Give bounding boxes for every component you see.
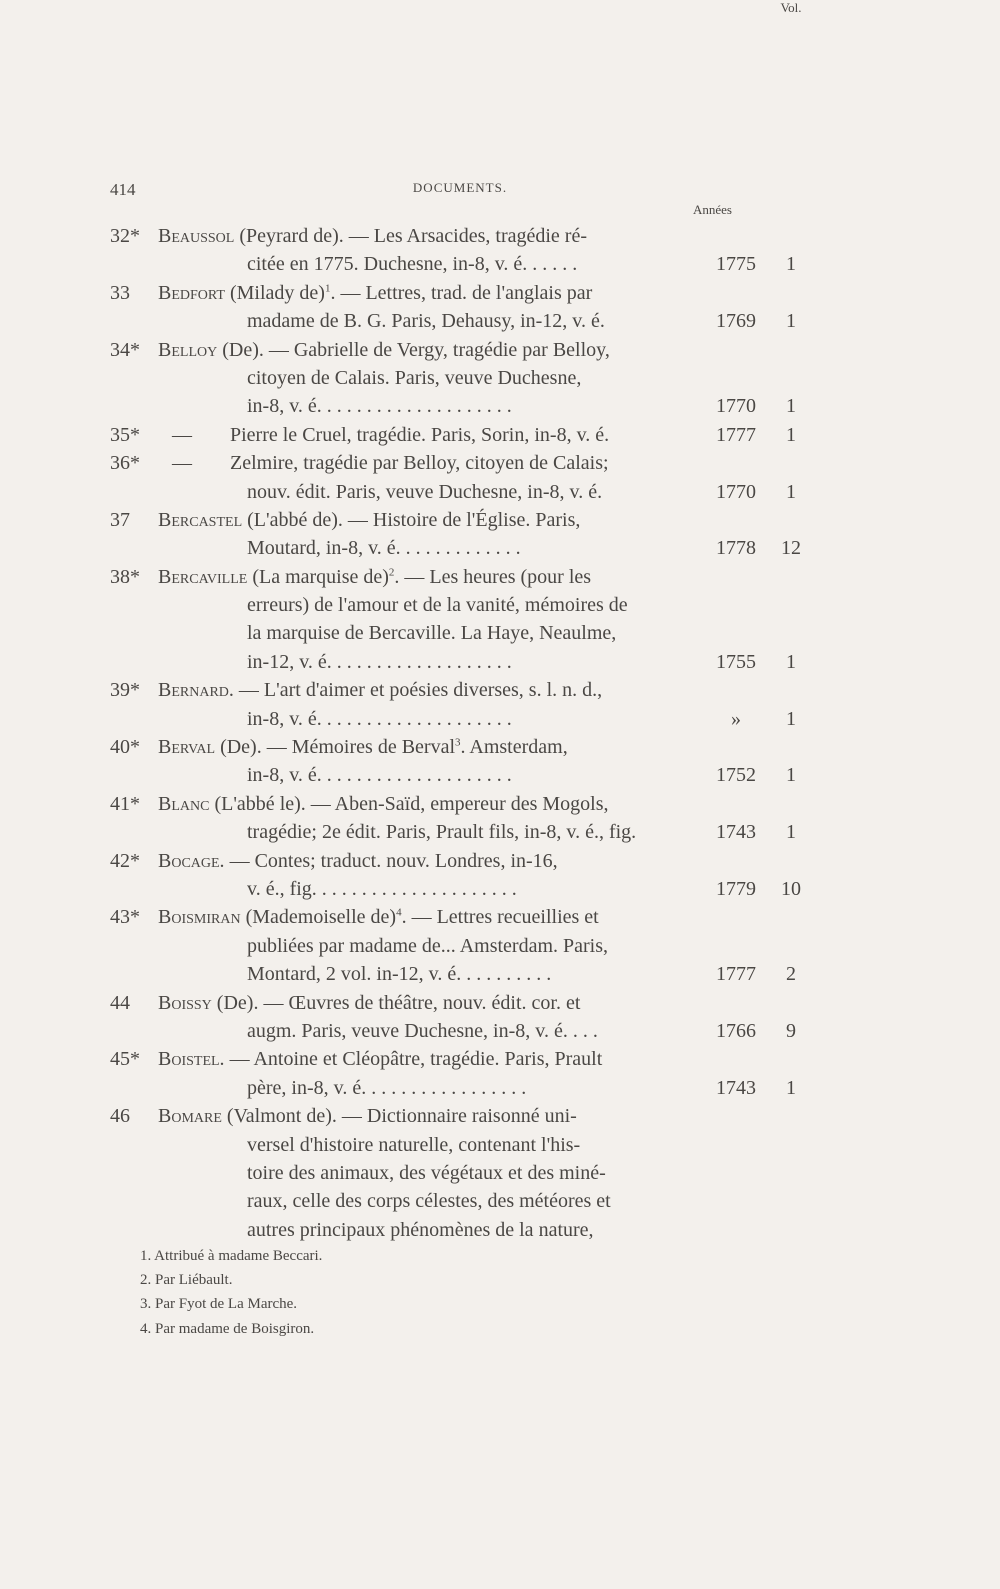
entry-text [247,1074,526,1102]
catalogue-line [110,506,820,534]
catalogue-line [110,1074,820,1102]
year-value: 1752 [716,764,756,787]
footnote: 1. Attribué à madame Beccari. [140,1248,323,1264]
entry-number: 36* [110,452,140,475]
entry-body: in-8, v. é. . . . . . . . . . . . . . . . . . . . [247,395,512,418]
volume-count: 1 [786,310,796,333]
entry-number: 39* [110,679,140,702]
entry-text [158,790,609,818]
entry-body: Moutard, in-8, v. é. . . . . . . . . . . . . [247,537,521,560]
author-name: Bercaville [158,565,248,588]
entry-text [247,1159,606,1187]
author-name: Berval [158,736,216,759]
year-value: 1775 [716,253,756,276]
catalogue-line [110,733,820,761]
entry-text [158,336,610,364]
entry-body: in-12, v. é. . . . . . . . . . . . . . . . . . . [247,650,512,673]
entry-body: (De). — Gabrielle de Vergy, tragédie par Belloy, [222,338,610,361]
entry-text [158,733,568,761]
catalogue-line [110,761,820,789]
entry-number: 41* [110,792,140,815]
author-name: Bernard. [158,679,234,702]
catalogue-line [110,960,820,988]
catalogue-line [110,903,820,931]
entry-text [247,818,636,846]
entry-text [158,1045,602,1073]
author-name: Beaussol [158,225,235,247]
entry-body: citée en 1775. Duchesne, in-8, v. é. . . . . . [247,253,578,276]
entry-text [158,1102,577,1130]
entry-text [247,705,512,733]
year-value: 1766 [716,1019,756,1042]
volume-count: 10 [781,877,801,900]
entry-text [230,421,609,449]
author-name: Belloy [158,338,218,361]
column-header-volumes: Vol. [780,0,802,15]
entry-text [158,222,587,250]
entry-body: citoyen de Calais. Paris, veuve Duchesne, [247,366,582,389]
entry-text [158,847,558,875]
entry-body: — Contes; traduct. nouv. Londres, in-16, [229,849,558,872]
entry-body: toire des animaux, des végétaux et des miné- [247,1161,606,1184]
entry-text [158,563,591,591]
entry-text [247,960,551,988]
entry-text [247,1216,594,1244]
entry-body: — Antoine et Cléopâtre, tragédie. Paris, Prault [229,1048,603,1071]
entry-text [247,1017,598,1045]
entry-number: 34* [110,338,140,361]
footnote-mark: 1 [324,282,331,295]
entry-text [247,478,602,506]
entry-number: 44 [110,991,130,1014]
volume-count: 9 [786,1019,796,1042]
author-name: Boismiran [158,906,241,929]
year-value: 1743 [716,1076,756,1099]
entry-text [158,279,592,307]
catalogue-line [110,222,820,250]
entry-text [247,392,512,420]
catalogue-line [110,1216,820,1244]
catalogue-line [110,619,820,647]
entry-text [247,250,577,278]
catalogue-line [110,989,820,1017]
entry-text [158,676,602,704]
entry-body: (Valmont de). — Dictionnaire raisonné uni- [226,1105,577,1128]
year-value: 1755 [716,650,756,673]
year-value: 1777 [716,423,756,446]
year-value: 1743 [716,821,756,844]
footnote: 3. Par Fyot de La Marche. [140,1296,298,1313]
entry-body-cont: . Amsterdam, [460,736,568,759]
entry-body: tragédie; 2e édit. Paris, Prault fils, in-8, v. é., fig. [247,821,637,844]
page-number: 414 [110,180,136,199]
catalogue-line [110,336,820,364]
volume-count: 1 [786,480,796,503]
entry-body-cont: . — Lettres recueillies et [401,906,599,929]
entry-body: raux, celle des corps célestes, des météores et [247,1190,611,1213]
catalogue-line [110,591,820,619]
entry-body: madame de B. G. Paris, Dehausy, in-12, v. é. [247,310,605,333]
entry-body: la marquise de Bercaville. La Haye, Neaulme, [247,622,617,645]
catalogue-line [110,705,820,733]
entry-text [158,506,580,534]
catalogue-line [110,875,820,903]
entry-text [247,1131,580,1159]
catalogue-line [110,307,820,335]
entry-body: autres principaux phénomènes de la nature, [247,1218,594,1241]
year-value: » [731,707,741,730]
catalogue-line [110,364,820,392]
year-value: 1779 [716,877,756,900]
year-value: 1777 [716,963,756,986]
entry-body: v. é., fig. . . . . . . . . . . . . . . . . . . . . [247,877,517,900]
year-value: 1769 [716,310,756,333]
catalogue-line [110,1017,820,1045]
catalogue-line [110,449,820,477]
entry-text [247,761,512,789]
column-header-years: Années [693,202,732,217]
catalogue-line [110,676,820,704]
volume-count: 1 [786,650,796,673]
entry-text [247,619,616,647]
running-header [110,180,810,204]
entry-body: père, in-8, v. é. . . . . . . . . . . . . . . . . [247,1076,527,1099]
year-value: 1778 [716,537,756,560]
entry-text [158,989,580,1017]
volume-count: 1 [786,821,796,844]
author-name: Bercastel [158,508,243,531]
catalogue-line [110,932,820,960]
catalogue-line [110,818,820,846]
footnote: 2. Par Liébault. [140,1272,233,1289]
entry-body: (De). — Œuvres de théâtre, nouv. édit. cor. et [216,991,581,1014]
entry-body: augm. Paris, veuve Duchesne, in-8, v. é. . . . [247,1019,598,1042]
catalogue-line [110,1187,820,1215]
entry-body-cont: . — Lettres, trad. de l'anglais par [330,281,593,304]
entry-number: 40* [110,736,140,759]
catalogue-line [110,1159,820,1187]
catalogue-line [110,534,820,562]
volume-count: 1 [786,395,796,418]
catalogue-line [110,1131,820,1159]
ditto-dash: — [172,423,192,446]
entry-text [247,875,517,903]
author-name: Bocage. [158,849,225,872]
author-name: Blanc [158,792,210,815]
volume-count: 1 [786,764,796,787]
author-name: Boistel. [158,1048,225,1071]
ditto-dash: — [172,452,192,475]
entry-text [247,307,605,335]
entry-number: 35* [110,423,140,446]
entry-body: (L'abbé de). — Histoire de l'Église. Paris, [247,508,581,531]
entry-number: 33 [110,281,130,304]
entry-text [247,932,608,960]
entry-body: versel d'histoire naturelle, contenant l'his- [247,1133,581,1156]
entry-number: 43* [110,906,140,929]
entry-body: nouv. édit. Paris, veuve Duchesne, in-8, v. é. [247,480,603,503]
volume-count: 1 [786,1076,796,1099]
entry-body: (Peyrard de). — Les Arsacides, tragédie ré- [239,225,587,247]
author-name: Bomare [158,1105,222,1128]
entry-number: 42* [110,849,140,872]
entry-text [247,648,512,676]
catalogue-line [110,250,820,278]
running-title: DOCUMENTS. [412,180,508,195]
catalogue-entries [110,222,820,1244]
catalogue-line [110,1102,820,1130]
entry-text [247,364,581,392]
footnote-mark: 3 [455,736,461,749]
volume-count: 2 [786,963,796,986]
footnote-mark: 4 [396,906,402,919]
volume-count: 1 [786,423,796,446]
year-value: 1770 [716,395,756,418]
entry-text [247,1187,611,1215]
entry-text [247,591,628,619]
catalogue-line [110,790,820,818]
catalogue-line [110,563,820,591]
author-name: Boissy [158,991,212,1014]
volume-count: 12 [781,537,801,560]
volume-count: 1 [786,253,796,276]
entry-body: Pierre le Cruel, tragédie. Paris, Sorin, in-8, v. é. [230,423,610,446]
catalogue-line [110,1045,820,1073]
footnote: 4. Par madame de Boisgiron. [140,1320,315,1337]
entry-body: Zelmire, tragédie par Belloy, citoyen de Calais; [230,452,609,475]
entry-body: (Mademoiselle de) [245,906,397,929]
entry-number: 37 [110,508,130,531]
volume-count: 1 [786,707,796,730]
entry-body: in-8, v. é. . . . . . . . . . . . . . . . . . . . [247,764,512,787]
entry-number: 38* [110,565,140,588]
author-name: Bedfort [158,281,225,304]
entry-body: (La marquise de) [252,565,389,588]
entry-text [158,903,599,931]
year-value: 1770 [716,480,756,503]
catalogue-line [110,478,820,506]
entry-number: 45* [110,1048,140,1071]
entry-body: Montard, 2 vol. in-12, v. é. . . . . . . . . . [247,963,552,986]
footnote-mark: 2 [388,566,395,579]
catalogue-line [110,648,820,676]
entry-body: in-8, v. é. . . . . . . . . . . . . . . . . . . . [247,707,512,730]
entry-body: (Milady de) [229,281,325,304]
entry-body-cont: . — Les heures (pour les [394,565,592,588]
entry-number: 32* [110,225,140,247]
entry-number: 46 [110,1105,130,1128]
catalogue-line [110,279,820,307]
catalogue-line [110,421,820,449]
catalogue-line [110,847,820,875]
catalogue-line [110,392,820,420]
entry-body: (L'abbé le). — Aben-Saïd, empereur des Mogols, [214,792,609,815]
entry-text [247,534,521,562]
entry-body: erreurs) de l'amour et de la vanité, mémoires de [247,594,628,617]
entry-text [230,449,609,477]
footnotes [140,1244,322,1341]
entry-body: (De). — Mémoires de Berval [220,736,455,759]
entry-body: publiées par madame de... Amsterdam. Paris, [247,934,609,957]
entry-body: — L'art d'aimer et poésies diverses, s. l. n. d., [238,679,603,702]
